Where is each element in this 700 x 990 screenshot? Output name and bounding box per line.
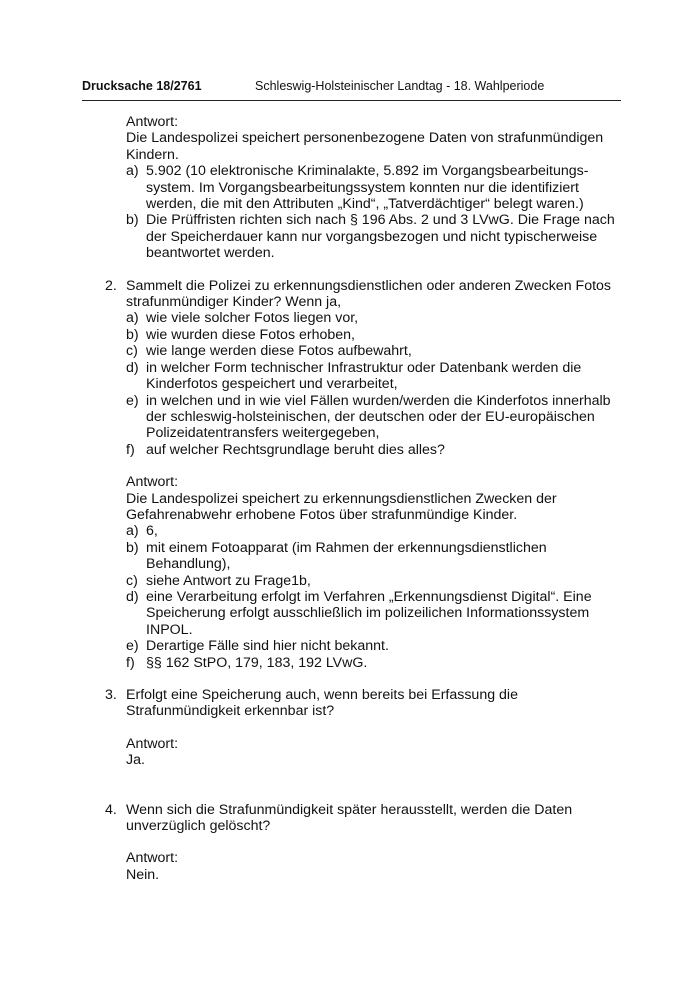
item-line: Behandlung), xyxy=(146,556,231,573)
question-line: unverzüglich gelöscht? xyxy=(126,818,271,835)
item-line: Derartige Fälle sind hier nicht bekannt. xyxy=(146,638,389,655)
answer-label: Antwort: xyxy=(126,474,179,491)
answer-intro-line: Die Landespolizei speichert zu erkennungsdienstlichen Zwecken der xyxy=(126,490,557,507)
item-marker: b) xyxy=(126,539,139,556)
answer-label: Antwort: xyxy=(126,850,179,867)
item-marker: f) xyxy=(126,441,135,458)
item-marker: b) xyxy=(126,326,139,343)
item-marker: d) xyxy=(126,359,139,376)
item-line: beantwortet werden. xyxy=(146,245,275,262)
document-body xyxy=(105,114,625,883)
item-line: system. Im Vorgangsbearbeitungssystem konnten nur die identifiziert xyxy=(146,179,579,196)
question-list xyxy=(126,310,625,458)
list-item xyxy=(126,655,625,671)
item-marker: a) xyxy=(126,163,139,180)
item-line: 6, xyxy=(146,523,158,540)
question-line: Erfolgt eine Speicherung auch, wenn bereits bei Erfassung die xyxy=(126,687,518,703)
item-line: in welcher Form technischer Infrastruktur oder Datenbank werden die xyxy=(146,359,582,376)
item-marker: c) xyxy=(126,343,138,360)
list-item xyxy=(126,360,625,393)
list-item xyxy=(126,343,625,359)
item-marker: c) xyxy=(126,572,138,589)
item-line: eine Verarbeitung erfolgt im Verfahren „Erkennungsdienst Digital“. Eine xyxy=(146,588,592,605)
item-line: Kinderfotos gespeichert und verarbeitet, xyxy=(146,376,398,393)
page-header xyxy=(82,79,620,99)
item-marker: b) xyxy=(126,212,139,229)
item-line: in welchen und in wie viel Fällen wurden/werden die Kinderfotos innerhalb xyxy=(146,392,611,409)
list-item xyxy=(126,310,625,326)
answer-1 xyxy=(105,114,625,262)
list-item xyxy=(126,327,625,343)
question-line: strafunmündiger Kinder? Wenn ja, xyxy=(126,294,342,311)
list-item xyxy=(126,442,625,458)
question-4 xyxy=(105,802,625,835)
question-number: 2. xyxy=(105,277,117,294)
answer-list xyxy=(126,523,625,671)
item-line: werden, die mit den Attributen „Kind“, „Tatverdächtiger“ belegt waren.) xyxy=(146,196,584,213)
question-2 xyxy=(105,278,625,458)
item-line: Die Prüffristen richten sich nach § 196 Abs. 2 und 3 LVwG. Die Frage nach xyxy=(146,212,615,229)
item-line: Polizeidatentransfers weitergegeben, xyxy=(146,425,380,442)
item-line: mit einem Fotoapparat (im Rahmen der erkennungsdienstlichen xyxy=(146,539,547,556)
answer-3 xyxy=(105,736,625,769)
answer-label: Antwort: xyxy=(126,114,179,130)
list-item xyxy=(126,638,625,654)
answer-4 xyxy=(105,850,625,883)
item-marker: e) xyxy=(126,392,139,409)
item-line: auf welcher Rechtsgrundlage beruht dies alles? xyxy=(146,441,445,458)
list-item xyxy=(126,573,625,589)
answer-label: Antwort: xyxy=(126,735,179,752)
item-marker: d) xyxy=(126,588,139,605)
answer-text: Nein. xyxy=(126,866,160,883)
item-marker: e) xyxy=(126,638,139,655)
list-item xyxy=(126,212,625,261)
answer-intro-line: Gefahrenabwehr erhobene Fotos über strafunmündige Kinder. xyxy=(126,506,518,523)
answer-2 xyxy=(105,474,625,671)
item-line: 5.902 (10 elektronische Kriminalakte, 5.892 im Vorgangsbearbeitungs- xyxy=(146,163,589,180)
question-3 xyxy=(105,687,625,720)
item-line: §§ 162 StPO, 179, 183, 192 LVwG. xyxy=(146,654,368,671)
list-item xyxy=(126,393,625,442)
answer-intro-line: Kindern. xyxy=(126,146,179,163)
list-item xyxy=(126,523,625,539)
item-line: siehe Antwort zu Frage1b, xyxy=(146,572,311,589)
answer-intro-line: Die Landespolizei speichert personenbezogene Daten von strafunmündigen xyxy=(126,130,604,147)
item-line: wie wurden diese Fotos erhoben, xyxy=(146,326,355,343)
item-line: Speicherung erfolgt ausschließlich im polizeilichen Informationssystem xyxy=(146,605,590,622)
question-number: 3. xyxy=(105,687,117,703)
item-line: wie viele solcher Fotos liegen vor, xyxy=(146,310,359,327)
item-line: INPOL. xyxy=(146,621,193,638)
item-line: der schleswig-holsteinischen, der deutschen oder der EU-europäischen xyxy=(146,408,595,425)
answer-text: Ja. xyxy=(126,752,145,769)
question-line: Strafunmündigkeit erkennbar ist? xyxy=(126,703,335,720)
question-number: 4. xyxy=(105,801,117,818)
list-item xyxy=(126,589,625,638)
header-divider xyxy=(82,100,621,101)
list-item xyxy=(126,163,625,212)
document-number: Drucksache 18/2761 xyxy=(82,79,202,93)
item-marker: a) xyxy=(126,523,139,540)
item-marker: f) xyxy=(126,654,135,671)
list-item xyxy=(126,540,625,573)
item-line: der Speicherdauer kann nur vorgangsbezogen und nicht typischerweise xyxy=(146,228,598,245)
item-marker: a) xyxy=(126,310,139,327)
item-line: wie lange werden diese Fotos aufbewahrt, xyxy=(146,343,412,360)
question-line: Sammelt die Polizei zu erkennungsdienstlichen oder anderen Zwecken Fotos xyxy=(126,277,612,294)
question-line: Wenn sich die Strafunmündigkeit später herausstellt, werden die Daten xyxy=(126,801,573,818)
answer-list xyxy=(126,163,625,261)
parliament-title: Schleswig-Holsteinischer Landtag - 18. Wahlperiode xyxy=(255,79,545,93)
